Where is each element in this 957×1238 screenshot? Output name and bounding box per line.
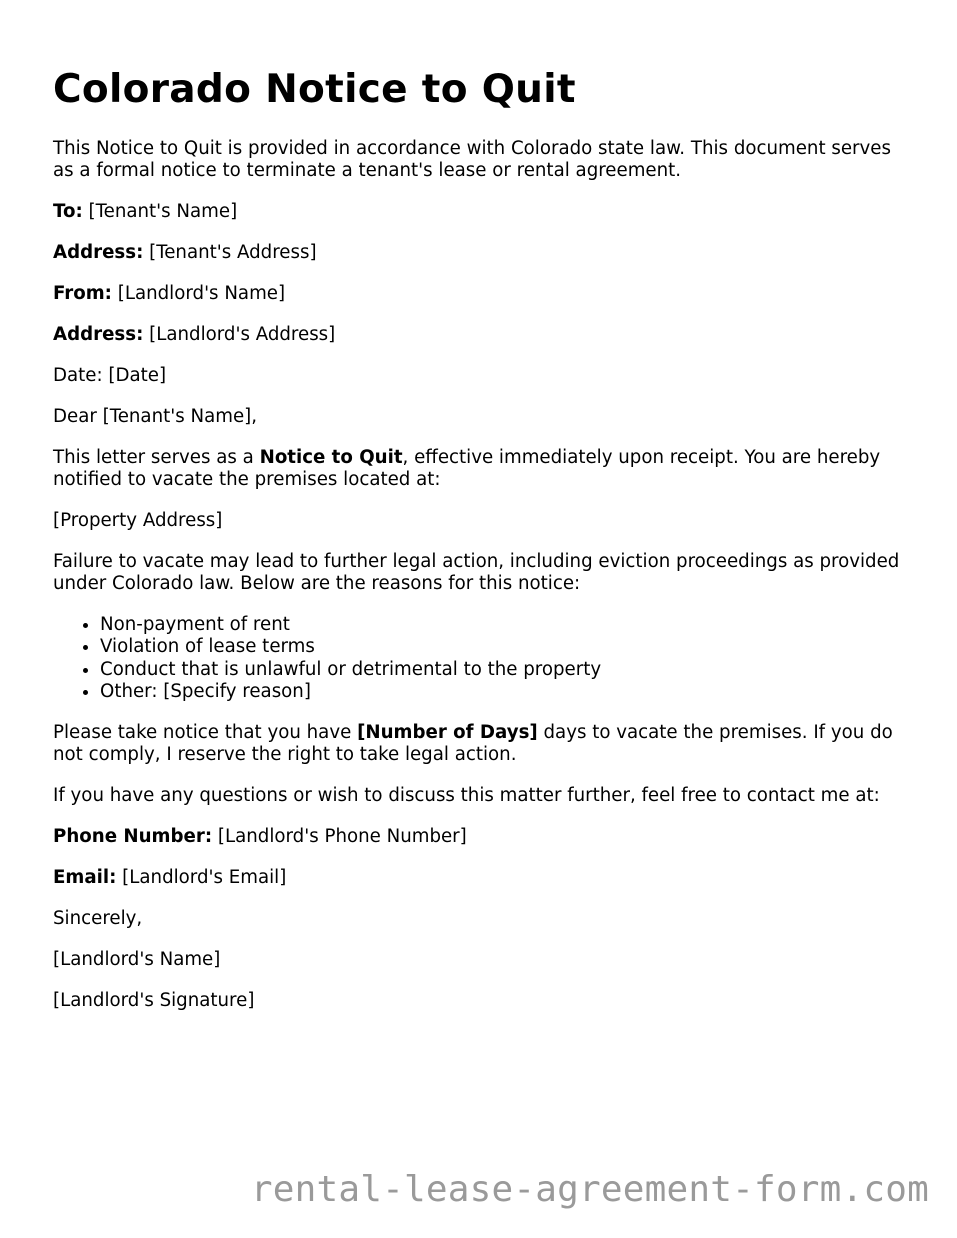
landlord-address-value: [Landlord's Address] bbox=[143, 324, 336, 345]
notice-paragraph bbox=[53, 447, 913, 491]
email-line bbox=[53, 867, 913, 889]
phone-line bbox=[53, 826, 913, 848]
tenant-address-label: Address: bbox=[53, 242, 144, 263]
list-item: • Violation of lease terms bbox=[100, 636, 913, 658]
phone-label: Phone Number: bbox=[53, 826, 213, 848]
property-address: [Property Address] bbox=[53, 510, 223, 531]
landlord-address-label: Address: bbox=[53, 324, 144, 345]
email-value: [Landlord's Email] bbox=[116, 867, 287, 889]
days-paragraph bbox=[53, 722, 913, 766]
contact-paragraph: If you have any questions or wish to discuss this matter further, feel free to contact me at: bbox=[53, 785, 880, 807]
closing: Sincerely, bbox=[53, 908, 143, 930]
landlord-signature: [Landlord's Signature] bbox=[53, 990, 255, 1012]
to-value: [Tenant's Name] bbox=[82, 201, 238, 222]
notice-text-after: , effective immediately upon receipt. You are hereby notified to vacate the premises located at: bbox=[53, 447, 881, 490]
list-item: • Non-payment of rent bbox=[100, 614, 913, 636]
date-line: Date: [Date] bbox=[53, 365, 167, 386]
notice-text-bold: Notice to Quit bbox=[259, 447, 403, 468]
landlord-address-line bbox=[53, 324, 913, 346]
reasons-list bbox=[53, 614, 913, 703]
to-label: To: bbox=[53, 201, 83, 222]
days-text-before: Please take notice that you have bbox=[53, 722, 358, 744]
phone-value: [Landlord's Phone Number] bbox=[212, 826, 467, 848]
notice-text-before: This letter serves as a bbox=[53, 447, 260, 468]
email-label: Email: bbox=[53, 867, 117, 889]
from-line bbox=[53, 283, 913, 305]
from-label: From: bbox=[53, 283, 112, 304]
failure-paragraph: Failure to vacate may lead to further legal action, including eviction proceedings as provided under Colorado law. Below are the reasons for this notice: bbox=[53, 551, 900, 594]
list-item: • Conduct that is unlawful or detrimental to the property bbox=[100, 659, 913, 681]
days-text-bold: [Number of Days] bbox=[357, 722, 538, 744]
document-page bbox=[53, 66, 913, 1031]
page-title: Colorado Notice to Quit bbox=[53, 67, 576, 112]
from-value: [Landlord's Name] bbox=[111, 283, 286, 304]
watermark: rental-lease-agreement-form.com bbox=[250, 1169, 929, 1210]
tenant-address-value: [Tenant's Address] bbox=[143, 242, 317, 263]
days-text-after: days to vacate the premises. If you do not comply, I reserve the right to take legal action. bbox=[53, 722, 893, 766]
list-item: • Other: [Specify reason] bbox=[100, 681, 913, 703]
landlord-name: [Landlord's Name] bbox=[53, 949, 221, 971]
tenant-address-line bbox=[53, 242, 913, 264]
to-line bbox=[53, 201, 913, 223]
salutation: Dear [Tenant's Name], bbox=[53, 406, 258, 427]
intro-paragraph: This Notice to Quit is provided in accordance with Colorado state law. This document serves as a formal notice to terminate a tenant's lease or rental agreement. bbox=[53, 138, 891, 181]
